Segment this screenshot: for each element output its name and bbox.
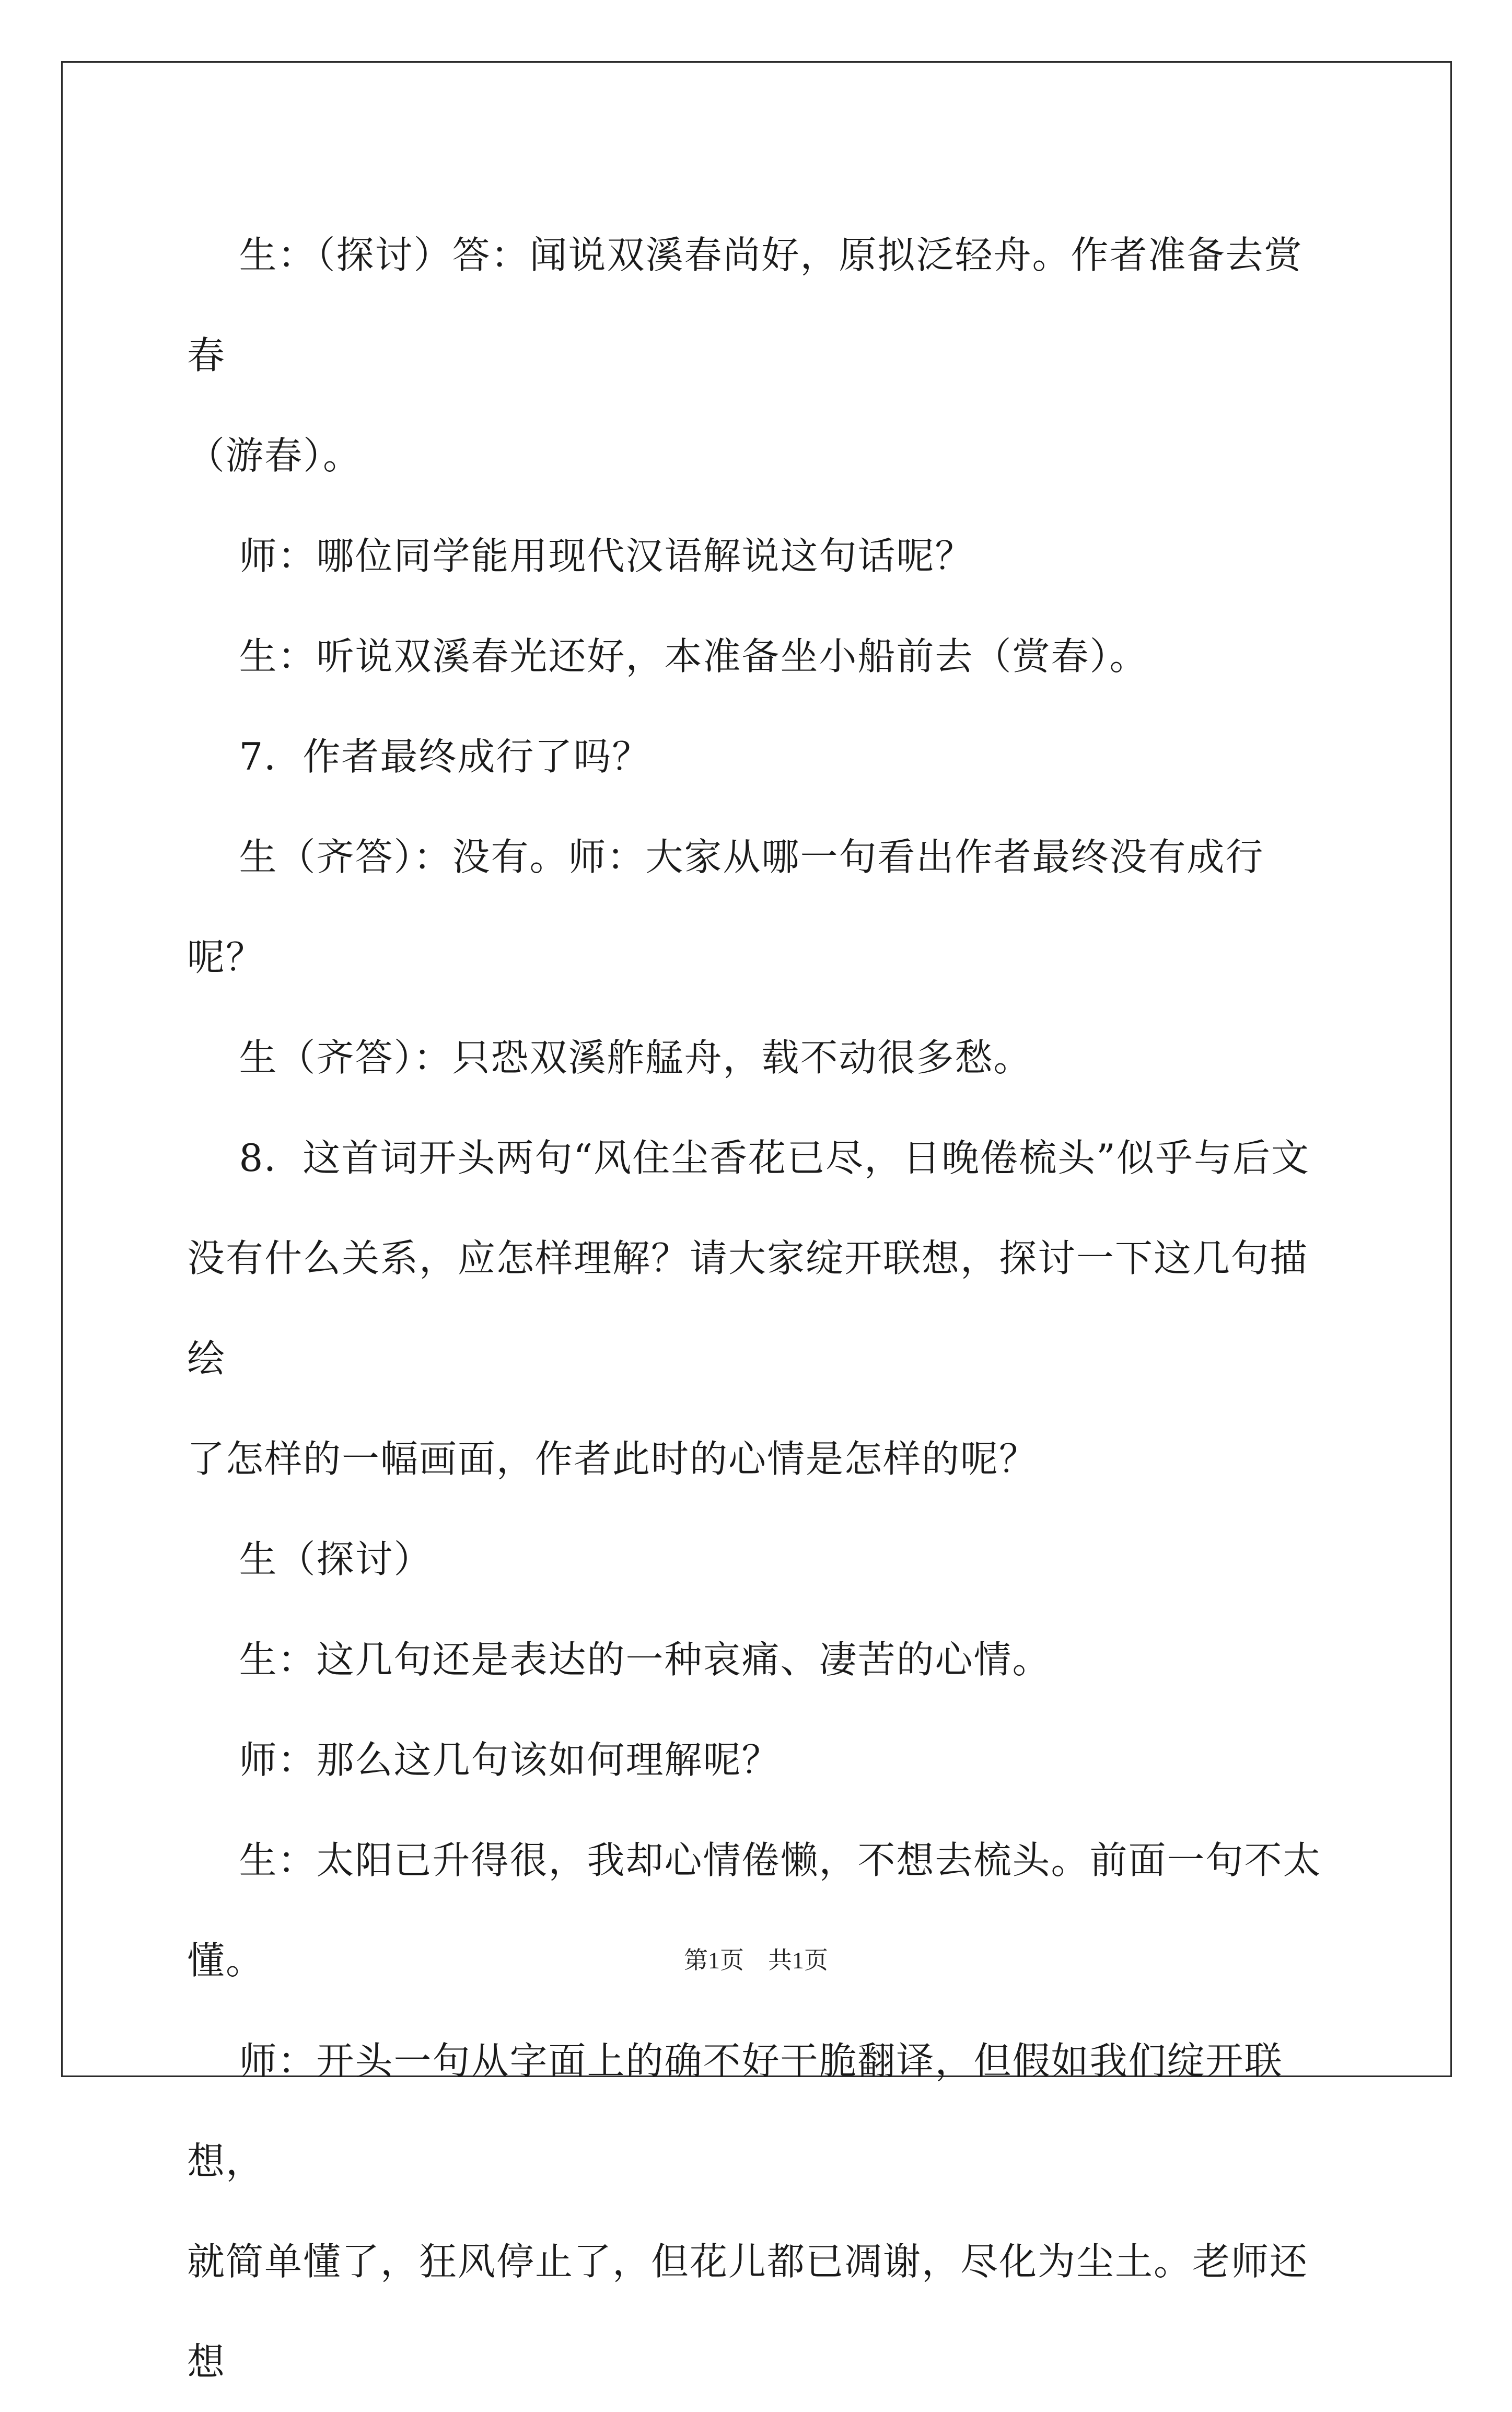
paragraph-line: 生（齐答）：没有。师：大家从哪一句看出作者最终没有成行呢？ xyxy=(187,835,1264,979)
paragraph-line: 生（齐答）：只恐双溪舴艋舟，载不动很多愁。 xyxy=(187,1036,1032,1080)
paragraph-line: 了怎样的一幅画面，作者此时的心情是怎样的呢？ xyxy=(187,1437,1038,1481)
paragraph-line: 没有什么关系，应怎样理解？请大家绽开联想，探讨一下这几句描绘 xyxy=(187,1236,1309,1381)
paragraph-line: 师：那么这几句该如何理解呢？ xyxy=(187,1738,781,1782)
document-body xyxy=(187,205,1331,2412)
paragraph-line: 7．作者最终成行了吗？ xyxy=(187,735,651,779)
paragraph-line: 生：这几句还是表达的一种哀痛、凄苦的心情。 xyxy=(187,1638,1051,1682)
paragraph-line: 生：听说双溪春光还好，本准备坐小船前去（赏春）。 xyxy=(187,634,1148,678)
paragraph-line: 就简单懂了，狂风停止了，但花儿都已凋谢，尽化为尘土。老师还想 xyxy=(187,2240,1309,2384)
paragraph-line: 师：开头一句从字面上的确不好干脆翻译，但假如我们绽开联想， xyxy=(187,2039,1283,2183)
paragraph-line: 生（探讨） xyxy=(187,1537,433,1581)
paragraph-line: 懂。 xyxy=(187,1939,265,1982)
paragraph-line: 生：太阳已升得很，我却心情倦懒，不想去梳头。前面一句不太 xyxy=(187,1838,1322,1882)
paragraph-line: 8．这首词开头两句“风住尘香花已尽，日晚倦梳头”似乎与后文 xyxy=(187,1136,1310,1180)
page-footer: 第1页 共1页 xyxy=(684,1947,828,1974)
paragraph-line: 师：哪位同学能用现代汉语解说这句话呢？ xyxy=(187,534,974,578)
paragraph-line: 生：（探讨）答：闻说双溪春尚好，原拟泛轻舟。作者准备去赏春 xyxy=(187,233,1303,377)
paragraph-line: （游春）。 xyxy=(187,434,362,478)
